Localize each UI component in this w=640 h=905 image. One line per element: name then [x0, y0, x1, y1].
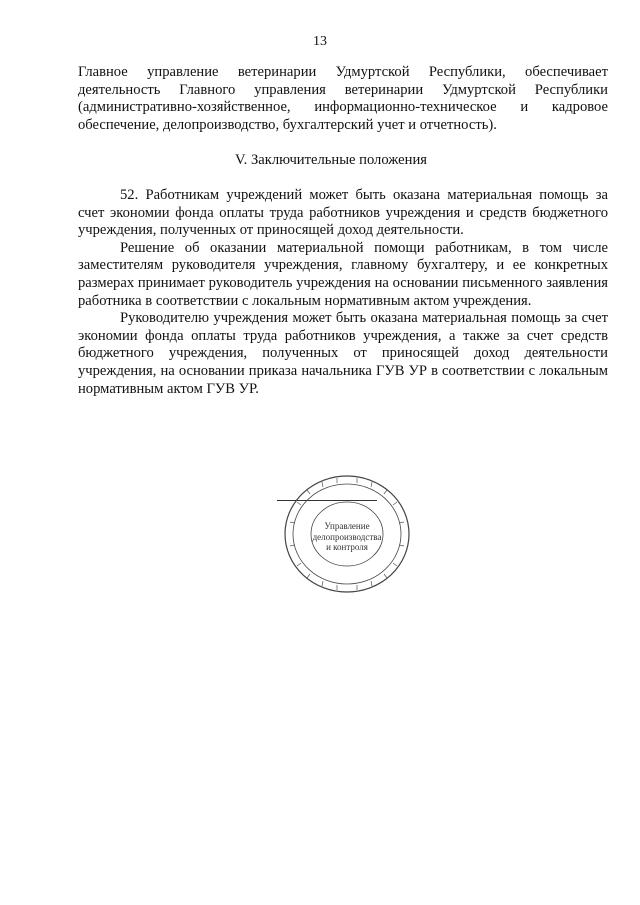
- seal-line-2: делопроизводства: [312, 531, 382, 542]
- page-number: 13: [313, 34, 327, 49]
- document-body: [78, 64, 608, 398]
- seal-line-1: Управление: [324, 521, 370, 531]
- section-title: V. Заключительные положения: [235, 152, 427, 169]
- seal-line-3: и контроля: [326, 542, 368, 552]
- paragraph-52: 52. Работникам учреждений может быть оказана материальная помощь за счет экономии фонда оплаты труда работников учреждения и средств бюджетного учреждения, полученных от приносящей доход деятельности.: [78, 186, 608, 239]
- paragraph-director-aid: Руководителю учреждения может быть оказана материальная помощь за счет экономии фонда оплаты труда работников учреждения, а также за счет средств бюджетного учреждения, полученных от приносящей доход деятельности учреждения, на основании приказа начальника ГУВ УР в соответствии с локальным нормативным актом ГУВ УР.: [78, 310, 608, 397]
- paragraph-continuation: Главное управление ветеринарии Удмуртской Республики, обеспечивает деятельность Главного управления ветеринарии Удмуртской Республики (административно-хозяйственное, информационно-техническое и кадровое обеспечение, делопроизводство, бухгалтерский учет и отчетность).: [78, 64, 608, 133]
- seal-center-text: [300, 521, 394, 553]
- paragraph-decision: Решение об оказании материальной помощи работникам, в том числе заместителям руководителя учреждения, главному бухгалтеру, и ее конкретных размерах принимает руководитель учреждения на основании письменного заявления работника в соответствии с локальным нормативным актом учреждения.: [78, 239, 608, 309]
